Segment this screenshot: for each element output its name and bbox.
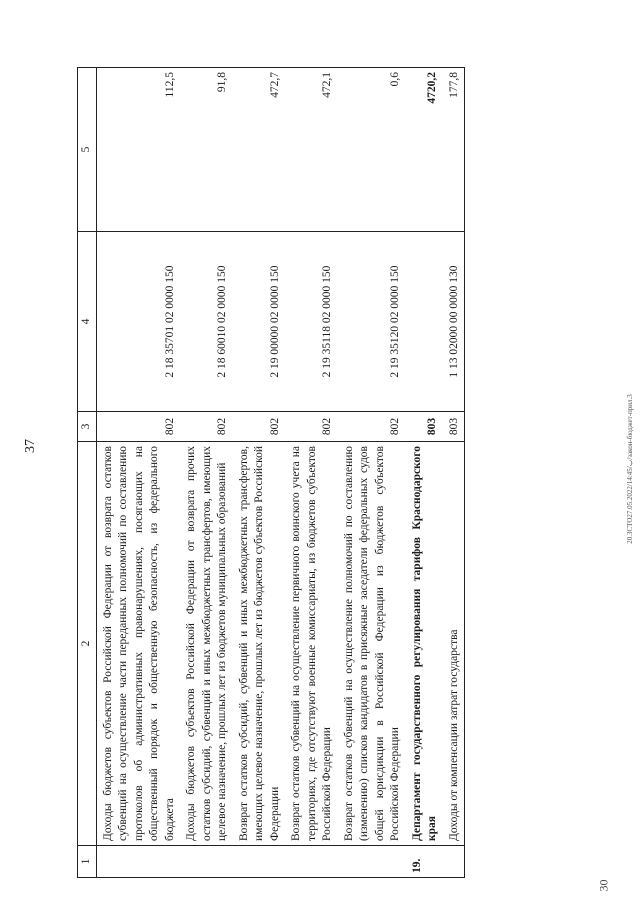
row-revenue-code: 2 19 35120 02 0000 150: [338, 232, 406, 412]
table-row: [180, 68, 233, 878]
row-amount: 91,8: [180, 68, 233, 232]
table-row: [443, 68, 465, 878]
row-number: 19.: [406, 846, 443, 878]
row-revenue-code: 2 19 35118 02 0000 150: [285, 232, 338, 412]
row-admin-code: 802: [233, 412, 286, 442]
row-revenue-code: 2 18 60010 02 0000 150: [180, 232, 233, 412]
row-amount: 0,6: [338, 68, 406, 232]
row-description: Доходы бюджетов субъектов Российской Федерации от возврата прочих остатков субсидий, субвенций и иных межбюджетных трансфертов, имеющих целевое назначение, прошлых лет из бюджетов муниципальных образований: [180, 442, 233, 846]
row-number: [96, 846, 180, 878]
header-col-3: 3: [78, 412, 97, 442]
row-revenue-code: [406, 232, 443, 412]
row-number: [180, 846, 233, 878]
row-revenue-code: 2 19 00000 02 0000 150: [233, 232, 286, 412]
row-admin-code: 803: [406, 412, 443, 442]
row-number: [285, 846, 338, 878]
row-number: [233, 846, 286, 878]
table-row: [338, 68, 406, 878]
row-number: [338, 846, 406, 878]
table-header-row: [78, 68, 97, 878]
revenue-table: [77, 67, 465, 878]
row-admin-code: 802: [285, 412, 338, 442]
header-col-2: 2: [78, 442, 97, 846]
row-amount: 177,8: [443, 68, 465, 232]
row-description: Доходы бюджетов субъектов Российской Федерации от возврата остатков субвенций на осуществление части переданных полномочий по составлению протоколов об административных правонарушениях, посягающих на общественный порядок и общественную безопасность, из федерального бюджета: [96, 442, 180, 846]
corner-number: 30: [596, 879, 611, 892]
row-admin-code: 803: [443, 412, 465, 442]
row-amount: 472,1: [285, 68, 338, 232]
header-col-5: 5: [78, 68, 97, 232]
row-revenue-code: 2 18 35701 02 0000 150: [96, 232, 180, 412]
row-amount: 4720,2: [406, 68, 443, 232]
rotated-table-container: [77, 68, 597, 878]
department-row: [406, 68, 443, 878]
row-admin-code: 802: [338, 412, 406, 442]
header-col-1: 1: [78, 846, 97, 878]
row-description: Департамент государственного регулирования тарифов Краснодарского края: [406, 442, 443, 846]
row-revenue-code: 1 13 02000 00 0000 130: [443, 232, 465, 412]
row-number: [443, 846, 465, 878]
row-description: Возврат остатков субвенций на осуществление первичного воинского учета на территориях, где отсутствуют военные комиссариаты, из бюджетов субъектов Российской Федерации: [285, 442, 338, 846]
row-admin-code: 802: [96, 412, 180, 442]
row-amount: 112,5: [96, 68, 180, 232]
table-row: [233, 68, 286, 878]
row-description: Возврат остатков субсидий, субвенций и иных межбюджетных трансфертов, имеющих целевое назначение, прошлых лет из бюджетов субъектов Российской Федерации: [233, 442, 286, 846]
row-amount: 472,7: [233, 68, 286, 232]
document-stamp: 20.ЗСТОب/27.05.2022/14:45/закон-бюджет-прил.3: [626, 394, 634, 544]
header-col-4: 4: [78, 232, 97, 412]
row-description: Доходы от компенсации затрат государства: [443, 442, 465, 846]
table-row: [96, 68, 180, 878]
page-number: 37: [23, 439, 38, 453]
row-description: Возврат остатков субвенций на осуществление полномочий по составлению (изменению) списков кандидатов в присяжные заседатели федеральных судов общей юрисдикции в Российской Федерации из бюджетов субъектов Российской Федерации: [338, 442, 406, 846]
table-row: [285, 68, 338, 878]
row-admin-code: 802: [180, 412, 233, 442]
